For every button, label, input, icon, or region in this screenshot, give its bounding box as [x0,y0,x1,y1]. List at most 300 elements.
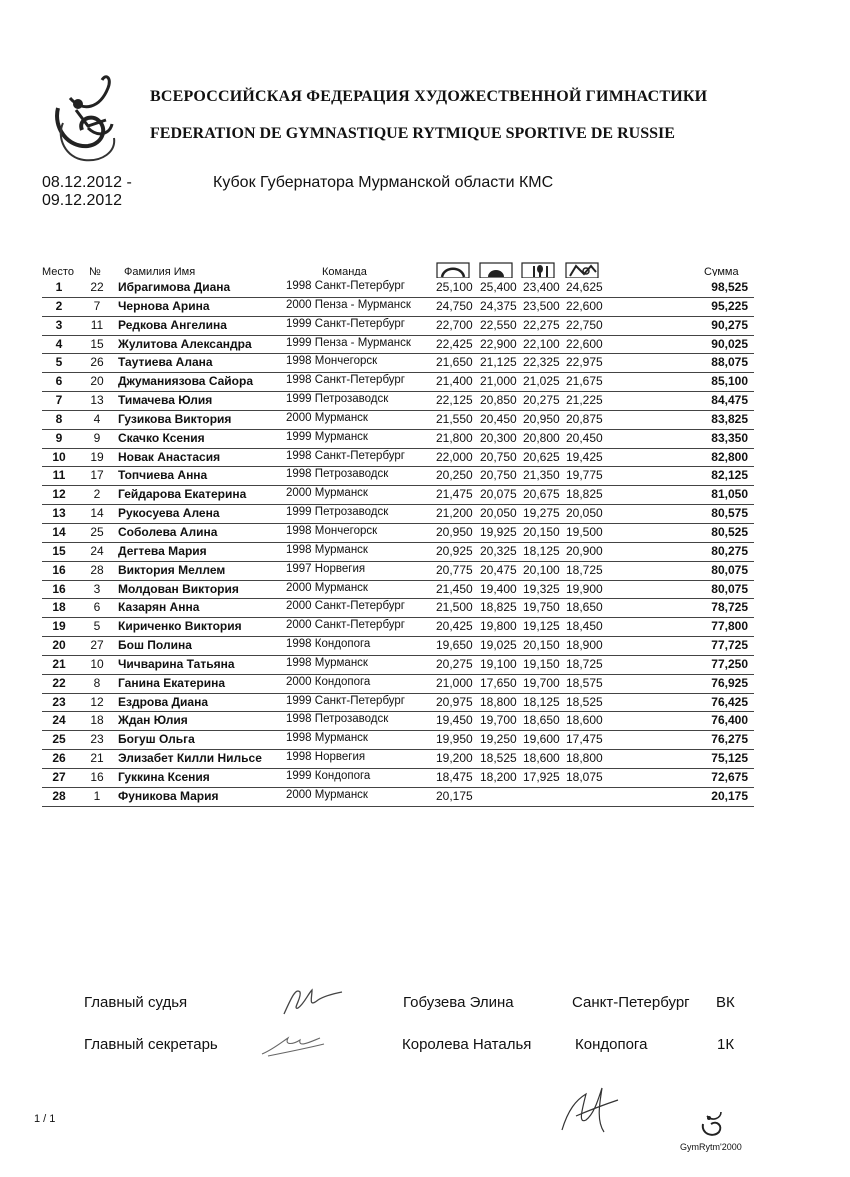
row-score-clubs: 20,275 [523,393,560,408]
row-total: 95,225 [711,298,748,313]
row-name: Кириченко Виктория [118,619,242,634]
row-name: Элизабет Килли Нильсе [118,751,262,766]
chief-secretary-city: Кондопога [575,1036,648,1053]
row-city: Мурманск [314,732,368,745]
row-number: 23 [90,732,104,747]
row-score-clubs: 22,325 [523,355,560,370]
row-number: 1 [93,788,101,803]
table-row [42,524,754,543]
row-number: 28 [90,562,104,577]
row-score-ball: 18,525 [480,751,517,766]
row-place: 19 [52,619,66,634]
ribbon-icon [566,263,598,278]
table-row [42,712,754,731]
row-team [286,299,411,311]
row-score-hoop: 20,775 [436,562,473,577]
row-total: 80,075 [711,562,748,577]
hoop-icon [437,263,469,278]
row-place: 4 [55,336,63,351]
row-place: 21 [52,656,66,671]
row-score-hoop: 20,425 [436,619,473,634]
ball-icon [480,263,512,278]
row-place: 1 [55,280,63,294]
row-place: 20 [52,638,66,653]
row-team [286,280,405,292]
row-total: 76,425 [711,694,748,709]
row-place: 22 [52,675,66,690]
row-place: 13 [52,506,66,521]
row-place: 9 [55,430,63,445]
row-name: Жулитова Александра [118,336,252,351]
row-score-ball: 19,100 [480,656,517,671]
row-number: 11 [90,317,104,332]
row-year: 2000 [286,788,312,801]
table-row [42,750,754,769]
row-total: 83,825 [711,411,748,426]
chief-secretary-role: Главный секретарь [84,1036,218,1053]
row-team [286,695,405,707]
row-year: 2000 [286,619,312,632]
row-name: Джуманиязова Сайора [118,374,254,389]
row-number: 27 [90,638,104,653]
row-name: Гуккина Ксения [118,769,210,784]
row-city: Санкт-Петербург [314,280,405,292]
row-score-clubs: 19,125 [523,619,560,634]
row-number: 13 [90,393,104,408]
row-total: 90,275 [711,317,748,332]
row-year: 1999 [286,317,312,330]
row-team [286,563,365,575]
row-number: 10 [90,656,104,671]
row-place: 6 [55,374,63,389]
row-score-clubs: 17,925 [523,769,560,784]
row-team [286,732,368,744]
row-score-clubs: 19,600 [523,732,560,747]
table-row [42,788,754,807]
row-score-ball: 22,900 [480,336,517,351]
row-year: 1998 [286,468,312,481]
chief-judge-name: Гобузева Элина [403,994,514,1011]
row-city: Кондопога [314,638,371,651]
row-city: Мурманск [314,788,368,801]
row-score-ball: 18,800 [480,694,517,709]
row-score-hoop: 19,200 [436,751,473,766]
col-header-place: Место [42,266,74,276]
row-score-hoop: 19,950 [436,732,473,747]
row-team [286,600,405,612]
row-score-hoop: 20,275 [436,656,473,671]
row-score-hoop: 19,450 [436,713,473,728]
row-total: 84,475 [711,393,748,408]
row-score-ball: 20,075 [480,487,517,502]
row-score-ribbon: 20,875 [566,411,603,426]
row-score-ribbon: 22,600 [566,298,603,313]
row-total: 76,400 [711,713,748,728]
row-score-hoop: 21,000 [436,675,473,690]
row-place: 8 [55,411,63,426]
table-row [42,373,754,392]
row-city: Кондопога [314,769,371,782]
row-name: Редкова Ангелина [118,317,227,332]
row-name: Фуникова Мария [118,788,219,803]
row-name: Новак Анастасия [118,449,221,464]
row-year: 1998 [286,280,312,292]
row-score-hoop: 20,925 [436,543,473,558]
row-score-ball: 25,400 [480,280,517,294]
row-city: Мурманск [314,487,368,500]
clubs-icon [522,263,554,278]
row-team [286,676,370,688]
table-row [42,279,754,298]
row-city: Петрозаводск [314,393,389,406]
row-place: 3 [55,317,63,332]
row-score-clubs: 19,275 [523,506,560,521]
row-total: 80,275 [711,543,748,558]
row-place: 16 [52,562,66,577]
row-name: Чернова Арина [118,298,210,313]
competition-title: Кубок Губернатора Мурманской области КМС [213,174,554,191]
table-row [42,317,754,336]
row-total: 80,575 [711,506,748,521]
row-score-ribbon: 20,050 [566,506,603,521]
row-score-ball: 19,925 [480,524,517,539]
row-score-ball: 19,025 [480,638,517,653]
chief-judge-category: ВК [716,994,735,1011]
gymrytm-logo [697,1108,727,1142]
row-score-hoop: 22,000 [436,449,473,464]
row-name: Виктория Меллем [118,562,226,577]
row-team [286,374,405,386]
row-score-ribbon: 20,900 [566,543,603,558]
software-label: GymRytm'2000 [680,1142,742,1152]
row-name: Ждан Юлия [118,713,188,728]
row-score-hoop: 19,650 [436,638,473,653]
row-score-clubs: 22,275 [523,317,560,332]
row-number: 18 [90,713,104,728]
col-header-name: Фамилия Имя [124,266,196,276]
row-name: Ганина Екатерина [118,675,226,690]
row-score-hoop: 21,550 [436,411,473,426]
row-name: Гейдарова Екатерина [118,487,247,502]
row-number: 7 [93,298,101,313]
row-place: 2 [55,298,63,313]
row-number: 4 [93,411,101,426]
table-row [42,562,754,581]
row-city: Норвегия [314,751,366,764]
table-row [42,411,754,430]
row-total: 72,675 [711,769,748,784]
row-year: 2000 [286,675,312,688]
row-number: 24 [90,543,104,558]
row-city: Петрозаводск [314,468,389,481]
chief-secretary-name: Королева Наталья [402,1036,532,1053]
row-score-ribbon: 19,425 [566,449,603,464]
apparatus-icons [436,262,608,278]
row-name: Тимачева Юлия [118,393,213,408]
row-score-hoop: 20,975 [436,694,473,709]
row-score-clubs: 20,675 [523,487,560,502]
row-team [286,318,405,330]
row-place: 18 [52,600,66,615]
row-total: 77,800 [711,619,748,634]
table-row [42,467,754,486]
row-place: 26 [52,751,66,766]
col-header-total: Сумма [704,266,739,276]
chief-judge-city: Санкт-Петербург [572,994,690,1011]
row-score-ribbon: 24,625 [566,280,603,294]
table-row [42,769,754,788]
row-number: 9 [93,430,101,445]
row-city: Мончегорск [314,524,378,537]
row-team [286,431,368,443]
row-name: Ездрова Диана [118,694,208,709]
date-from: 08.12.2012 - [42,174,132,191]
row-total: 88,075 [711,355,748,370]
row-score-clubs: 23,400 [523,280,560,294]
row-score-hoop: 20,950 [436,524,473,539]
row-score-ball: 20,750 [480,468,517,483]
row-city: Норвегия [314,562,366,575]
row-total: 82,800 [711,449,748,464]
row-team [286,506,388,518]
row-number: 16 [90,769,104,784]
federation-name-ru: ВСЕРОССИЙСКАЯ ФЕДЕРАЦИЯ ХУДОЖЕСТВЕННОЙ ГИМНАСТИКИ [150,88,708,105]
table-row [42,486,754,505]
row-total: 20,175 [711,788,748,803]
chief-judge-role: Главный судья [84,994,188,1011]
row-city: Петрозаводск [314,713,389,726]
row-city: Мончегорск [314,355,378,368]
row-score-ribbon: 18,725 [566,656,603,671]
row-name: Богуш Ольга [118,732,195,747]
row-score-hoop: 22,425 [436,336,473,351]
row-name: Дегтева Мария [118,543,207,558]
row-score-hoop: 22,125 [436,393,473,408]
row-year: 1998 [286,656,312,669]
row-place: 11 [52,468,66,483]
row-team [286,487,368,499]
row-score-hoop: 22,700 [436,317,473,332]
row-year: 1999 [286,336,312,349]
row-city: Санкт-Петербург [314,600,405,613]
row-city: Мурманск [314,411,368,424]
row-place: 23 [52,694,66,709]
row-score-hoop: 21,400 [436,374,473,389]
page-number: 1 / 1 [34,1113,56,1125]
row-score-clubs: 20,950 [523,411,560,426]
row-score-ribbon: 21,675 [566,374,603,389]
row-team [286,713,388,725]
row-city: Мурманск [314,430,368,443]
row-year: 1999 [286,694,312,707]
row-year: 2000 [286,600,312,613]
row-score-clubs: 18,600 [523,751,560,766]
federation-logo [48,68,128,168]
row-name: Таутиева Алана [118,355,213,370]
row-score-ball: 18,825 [480,600,517,615]
row-name: Рукосуева Алена [118,506,220,521]
row-city: Кондопога [314,675,371,688]
row-place: 10 [52,449,66,464]
approval-signature [556,1080,626,1140]
row-score-ball: 19,250 [480,732,517,747]
row-year: 1998 [286,449,312,462]
row-team [286,657,368,669]
row-city: Санкт-Петербург [314,694,405,707]
row-year: 1999 [286,506,312,519]
row-score-ball: 20,750 [480,449,517,464]
chief-judge-signature [278,984,348,1020]
row-team [286,468,388,480]
table-row [42,354,754,373]
row-team [286,412,368,424]
row-city: Петрозаводск [314,506,389,519]
row-score-hoop: 20,175 [436,788,473,803]
row-city: Мурманск [314,581,368,594]
row-score-ribbon: 18,450 [566,619,603,634]
row-score-ribbon: 18,600 [566,713,603,728]
row-score-clubs: 20,625 [523,449,560,464]
row-score-ribbon: 22,750 [566,317,603,332]
row-score-hoop: 21,450 [436,581,473,596]
row-team [286,751,365,763]
row-number: 12 [90,694,104,709]
row-year: 1997 [286,562,312,575]
row-number: 19 [90,449,104,464]
chief-secretary-category: 1К [717,1036,735,1053]
row-team [286,450,405,462]
table-row [42,392,754,411]
row-year: 2000 [286,298,312,311]
row-score-clubs: 20,150 [523,524,560,539]
row-score-clubs: 19,750 [523,600,560,615]
row-total: 75,125 [711,751,748,766]
row-score-ribbon: 19,500 [566,524,603,539]
row-score-ribbon: 18,525 [566,694,603,709]
row-score-ball: 20,850 [480,393,517,408]
row-score-hoop: 21,200 [436,506,473,521]
row-score-ribbon: 18,575 [566,675,603,690]
row-place: 5 [55,355,63,370]
row-score-ribbon: 22,600 [566,336,603,351]
row-score-clubs: 22,100 [523,336,560,351]
row-city: Мурманск [314,543,368,556]
row-team [286,355,377,367]
row-score-ball: 19,400 [480,581,517,596]
table-row [42,731,754,750]
row-total: 78,725 [711,600,748,615]
row-year: 1999 [286,430,312,443]
row-total: 98,525 [711,280,748,294]
row-score-clubs: 18,650 [523,713,560,728]
row-score-ball: 20,325 [480,543,517,558]
table-row [42,505,754,524]
table-row [42,618,754,637]
row-year: 1998 [286,638,312,651]
row-number: 25 [90,524,104,539]
row-name: Соболева Алина [118,524,218,539]
row-score-ball: 21,000 [480,374,517,389]
row-team [286,770,370,782]
row-score-clubs: 18,125 [523,694,560,709]
row-total: 77,250 [711,656,748,671]
row-score-hoop: 24,750 [436,298,473,313]
row-team [286,525,377,537]
row-year: 1998 [286,355,312,368]
row-name: Чичварина Татьяна [118,656,235,671]
row-score-ribbon: 19,775 [566,468,603,483]
row-score-ball: 19,700 [480,713,517,728]
row-total: 83,350 [711,430,748,445]
row-place: 12 [52,487,66,502]
row-score-ball: 20,450 [480,411,517,426]
row-city: Санкт-Петербург [314,374,405,387]
row-number: 20 [90,374,104,389]
row-city: Пенза - Мурманск [314,298,411,311]
row-score-ribbon: 18,075 [566,769,603,784]
row-city: Мурманск [314,656,368,669]
table-row [42,656,754,675]
row-city: Санкт-Петербург [314,449,405,462]
row-score-clubs: 20,150 [523,638,560,653]
results-table [42,279,754,807]
row-number: 14 [90,506,104,521]
row-score-ball: 22,550 [480,317,517,332]
row-score-ribbon: 19,900 [566,581,603,596]
row-score-clubs: 19,150 [523,656,560,671]
col-header-no: № [89,266,101,276]
row-score-clubs: 23,500 [523,298,560,313]
row-total: 80,075 [711,581,748,596]
table-row [42,637,754,656]
row-year: 1999 [286,769,312,782]
row-name: Гузикова Виктория [118,411,232,426]
row-total: 82,125 [711,468,748,483]
row-place: 28 [52,788,66,803]
row-name: Бош Полина [118,638,192,653]
row-score-ribbon: 18,900 [566,638,603,653]
date-to: 09.12.2012 [42,192,123,209]
table-row [42,581,754,600]
row-score-ball: 17,650 [480,675,517,690]
row-year: 1998 [286,713,312,726]
row-score-clubs: 21,025 [523,374,560,389]
row-score-ball: 21,125 [480,355,517,370]
row-score-ribbon: 18,650 [566,600,603,615]
row-year: 1998 [286,543,312,556]
row-score-ribbon: 18,725 [566,562,603,577]
row-number: 3 [93,581,101,596]
row-name: Казарян Анна [118,600,200,615]
row-score-ribbon: 18,825 [566,487,603,502]
row-total: 81,050 [711,487,748,502]
row-total: 80,525 [711,524,748,539]
row-place: 27 [52,769,66,784]
row-year: 1998 [286,732,312,745]
federation-name-fr: FEDERATION DE GYMNASTIQUE RYTMIQUE SPORTIVE DE RUSSIE [150,125,675,142]
row-score-hoop: 18,475 [436,769,473,784]
row-number: 15 [90,336,104,351]
row-score-ribbon: 20,450 [566,430,603,445]
row-year: 1998 [286,751,312,764]
row-number: 26 [90,355,104,370]
row-name: Ибрагимова Диана [118,280,231,294]
row-number: 22 [90,280,104,294]
row-score-clubs: 21,350 [523,468,560,483]
row-total: 76,275 [711,732,748,747]
row-score-ball: 20,475 [480,562,517,577]
row-score-hoop: 20,250 [436,468,473,483]
